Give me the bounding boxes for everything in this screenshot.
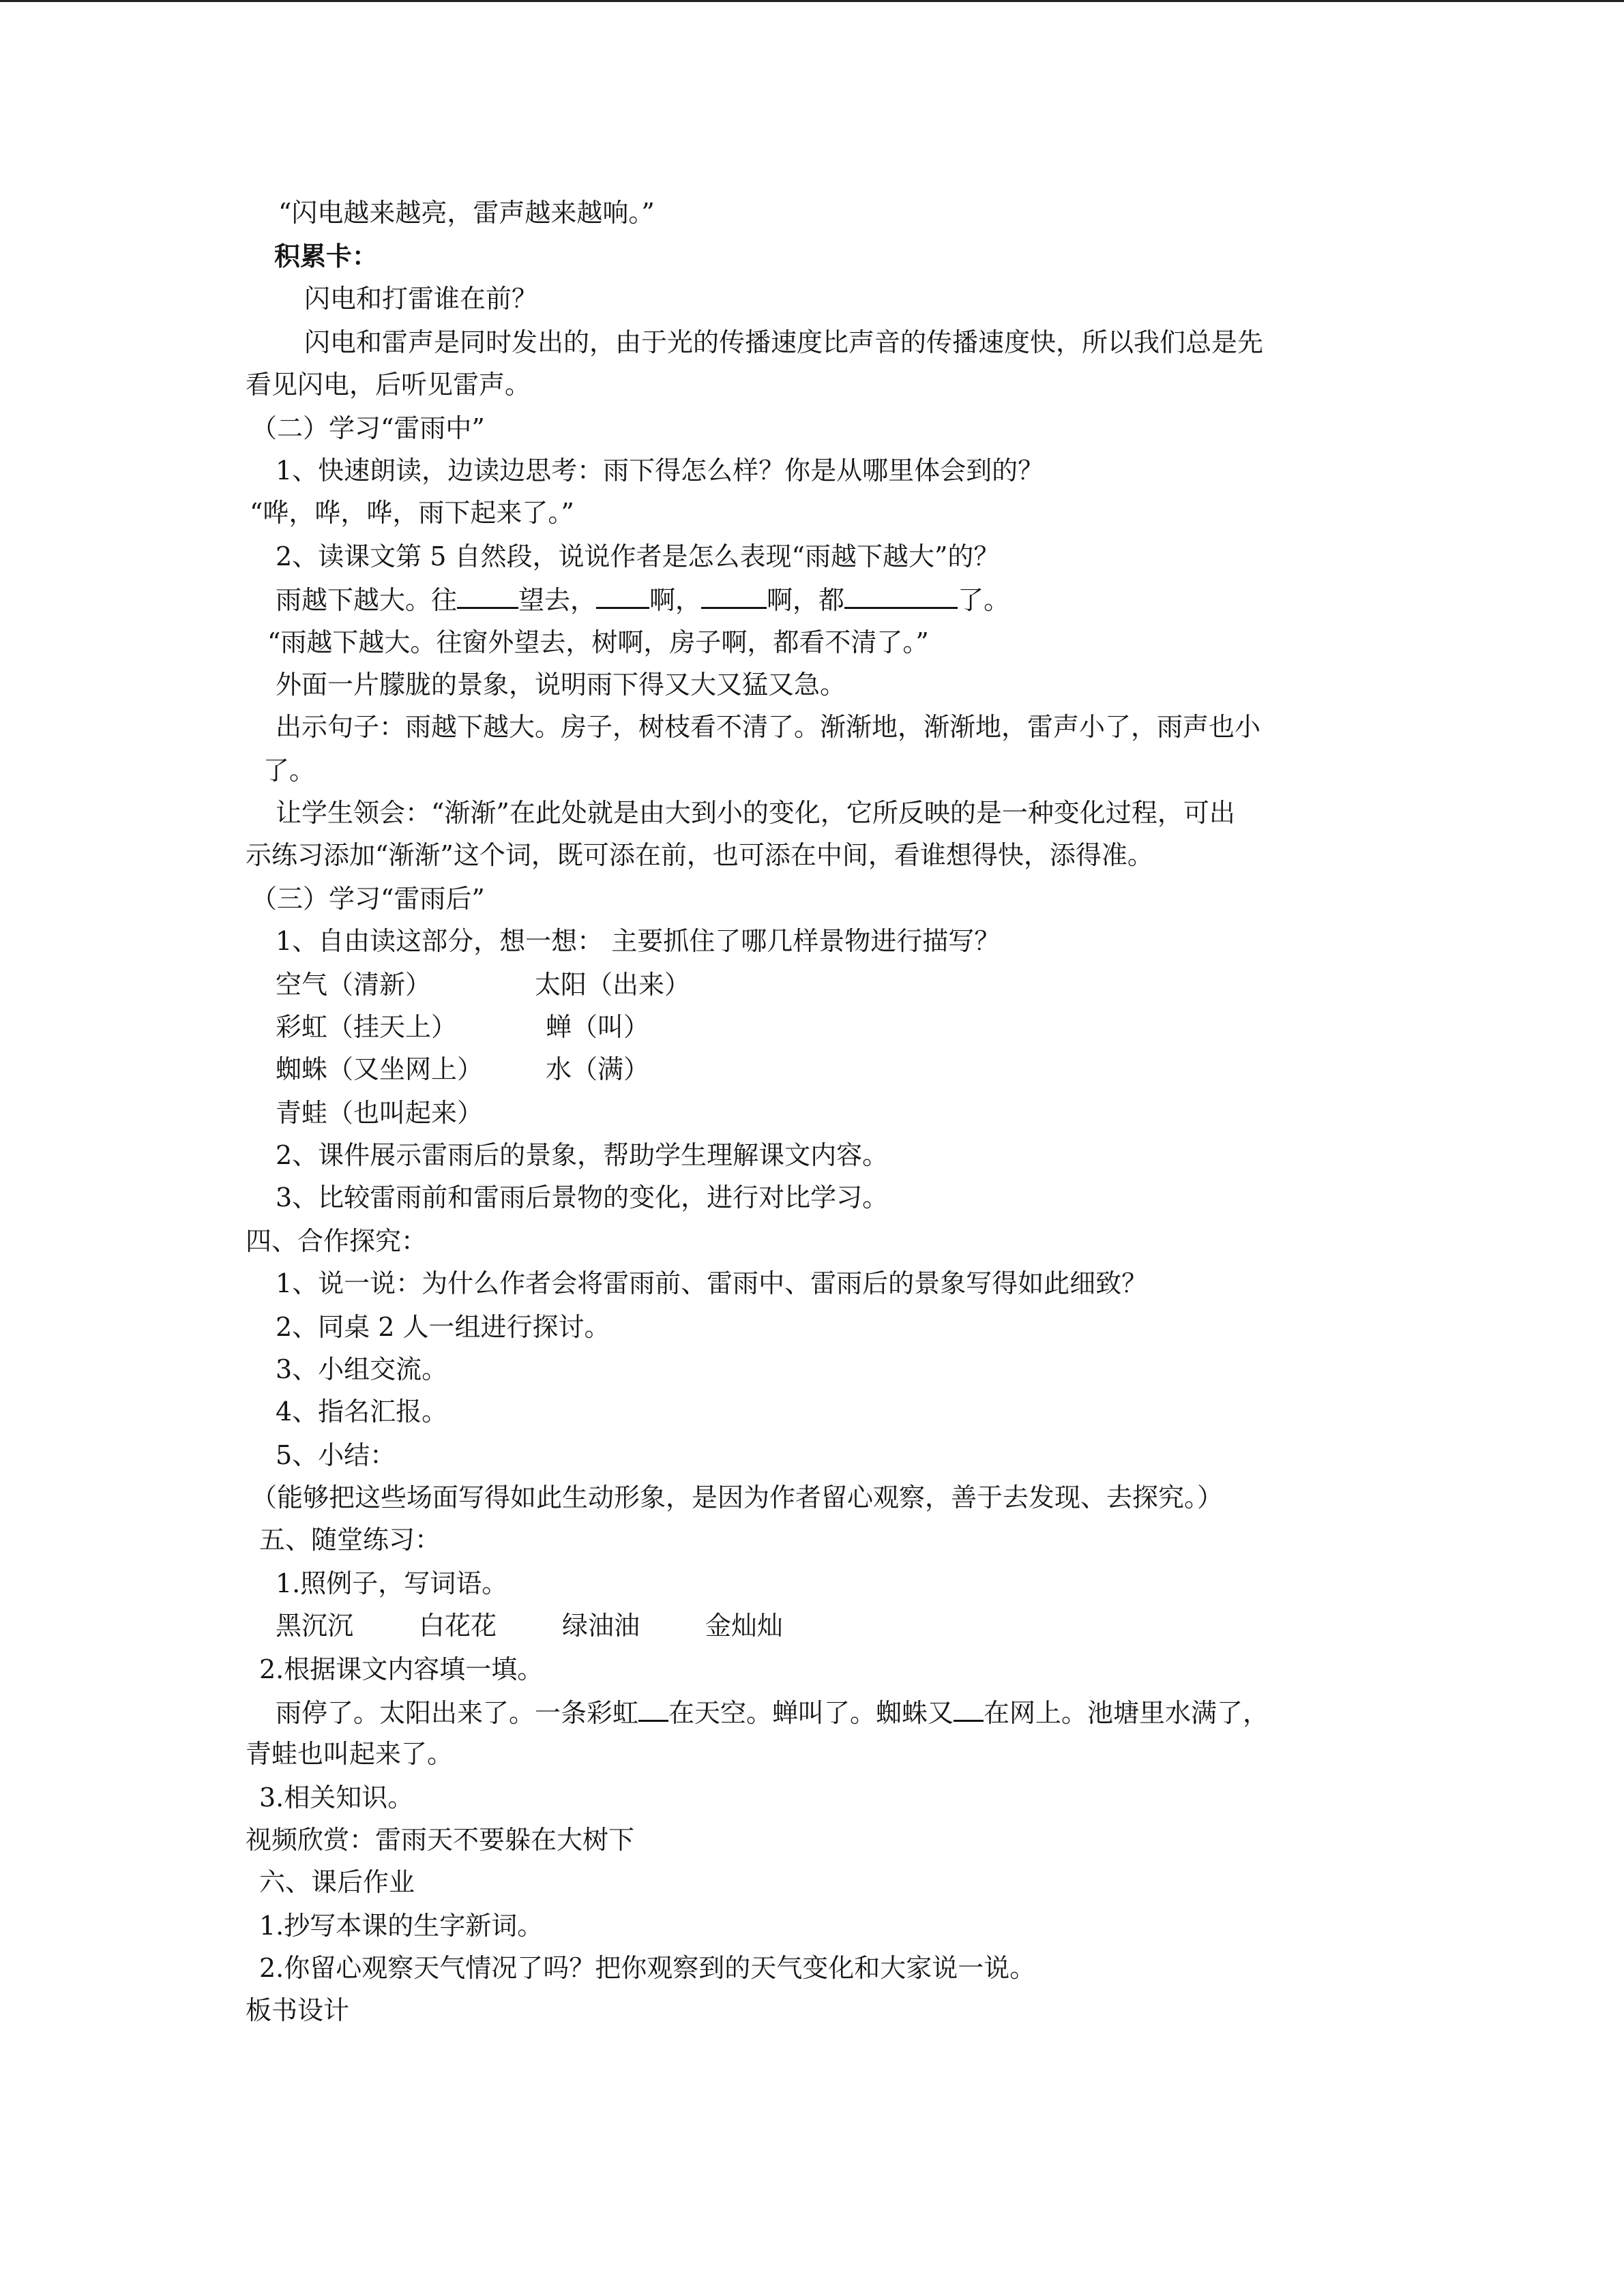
blank-4[interactable]	[844, 582, 958, 609]
word-3: 绿油油	[562, 1611, 640, 1641]
coop-step-3: 3、小组交流。	[276, 1354, 448, 1384]
step-2-paragraph5: 2、读课文第 5 自然段，说说作者是怎么表现“雨越下越大”的？	[276, 541, 1000, 571]
step-3-compare: 3、比较雷雨前和雷雨后景物的变化，进行对比学习。	[276, 1182, 889, 1212]
card-answer-line2: 看见闪电，后听见雷声。	[246, 370, 531, 400]
homework-1: 1.抄写本课的生字新词。	[259, 1911, 544, 1941]
scenery-row-3	[276, 1053, 649, 1086]
show-sentence-line1: 出示句子：雨越下越大。房子，树枝看不清了。渐渐地，渐渐地，雷声小了，雨声也小	[276, 712, 1261, 742]
scenery-frog: 青蛙（也叫起来）	[276, 1098, 484, 1128]
scenery-rainbow: 彩虹（挂天上）	[276, 1012, 458, 1042]
scenery-cicada: 蝉（叫）	[546, 1012, 650, 1042]
video-appreciation: 视频欣赏：雷雨天不要躲在大树下	[246, 1825, 635, 1855]
word-2: 白花花	[419, 1611, 497, 1641]
exercise-2: 2.根据课文内容填一填。	[259, 1654, 544, 1684]
step-2-courseware: 2、课件展示雷雨后的景象，帮助学生理解课文内容。	[276, 1140, 889, 1170]
fill-blank-text-b: 望去，	[518, 585, 597, 615]
step-1-read: 1、快速朗读，边读边思考：雨下得怎么样？你是从哪里体会到的？	[276, 456, 1044, 486]
ex2-text-a: 雨停了。太阳出来了。一条彩虹	[276, 1698, 639, 1728]
ex2-text-c: 在网上。池塘里水满了，	[984, 1698, 1269, 1728]
card-answer-line1: 闪电和雷声是同时发出的，由于光的传播速度比声音的传播速度快，所以我们总是先	[304, 327, 1264, 357]
word-4: 金灿灿	[705, 1611, 784, 1641]
section-heading-during-storm: （二）学习“雷雨中”	[251, 413, 485, 443]
section-heading-homework: 六、课后作业	[259, 1867, 415, 1897]
fill-blank-text-d: 啊，都	[767, 585, 845, 615]
blank-1[interactable]	[457, 582, 518, 609]
step-1-free-read: 1、自由读这部分，想一想： 主要抓住了哪几样景物进行描写？	[276, 926, 1001, 956]
ex2-blank-2[interactable]	[954, 1695, 984, 1722]
exercise-3: 3.相关知识。	[259, 1783, 414, 1813]
homework-2: 2.你留心观察天气情况了吗？把你观察到的天气变化和大家说一说。	[259, 1953, 1036, 1983]
example-words	[276, 1609, 783, 1642]
coop-step-2: 2、同桌 2 人一组进行探讨。	[276, 1312, 610, 1342]
blank-3[interactable]	[701, 582, 767, 609]
scenery-row-2	[276, 1011, 649, 1043]
word-1: 黑沉沉	[276, 1611, 354, 1641]
coop-step-1: 1、说一说：为什么作者会将雷雨前、雷雨中、雷雨后的景象写得如此细致？	[276, 1268, 1148, 1298]
fill-blank-text-a: 雨越下越大。往	[276, 585, 458, 615]
ex2-text-b: 在天空。蝉叫了。蜘蛛又	[668, 1698, 954, 1728]
exercise-1: 1.照例子，写词语。	[276, 1568, 508, 1598]
board-design-heading: 板书设计	[246, 1995, 350, 2025]
quote-lightning: “闪电越来越亮，雷声越来越响。”	[278, 198, 655, 228]
section-heading-cooperative: 四、合作探究：	[246, 1226, 428, 1256]
scenery-spider: 蜘蛛（又坐网上）	[276, 1054, 484, 1084]
card-question: 闪电和打雷谁在前？	[304, 284, 538, 314]
gradually-explanation-line2: 示练习添加“渐渐”这个词，既可添在前，也可添在中间，看谁想得快，添得准。	[246, 840, 1153, 870]
summary-text: （能够把这些场面写得如此生动形象，是因为作者留心观察，善于去发现、去探究。）	[251, 1482, 1224, 1512]
blank-2[interactable]	[596, 582, 649, 609]
coop-step-5: 5、小结：	[276, 1440, 396, 1470]
fill-blank-text-e: 了。	[958, 585, 1010, 615]
quote-rain-heavier: “雨越下越大。往窗外望去，树啊，房子啊，都看不清了。”	[267, 627, 929, 657]
fill-blank-text-c: 啊，	[649, 585, 702, 615]
scene-description: 外面一片朦胧的景象，说明雨下得又大又猛又急。	[276, 670, 846, 700]
section-heading-after-storm: （三）学习“雷雨后”	[251, 884, 485, 914]
scenery-row-1	[276, 968, 690, 1001]
ex2-blank-1[interactable]	[638, 1695, 668, 1722]
accumulation-card-heading: 积累卡：	[274, 241, 379, 271]
show-sentence-line2: 了。	[263, 756, 316, 786]
quote-rain-starts: “哗，哗，哗，雨下起来了。”	[250, 498, 574, 528]
fill-blank-sentence	[276, 582, 1009, 616]
exercise-2-sentence-line2: 青蛙也叫起来了。	[246, 1739, 454, 1769]
coop-step-4: 4、指名汇报。	[276, 1397, 448, 1427]
scenery-water: 水（满）	[546, 1054, 650, 1084]
gradually-explanation-line1: 让学生领会：“渐渐”在此处就是由大到小的变化，它所反映的是一种变化过程，可出	[276, 798, 1235, 828]
scenery-air: 空气（清新）	[276, 970, 432, 1000]
scenery-sun: 太阳（出来）	[535, 970, 691, 1000]
exercise-2-sentence-line1	[276, 1695, 1269, 1729]
section-heading-exercise: 五、随堂练习：	[259, 1525, 441, 1555]
